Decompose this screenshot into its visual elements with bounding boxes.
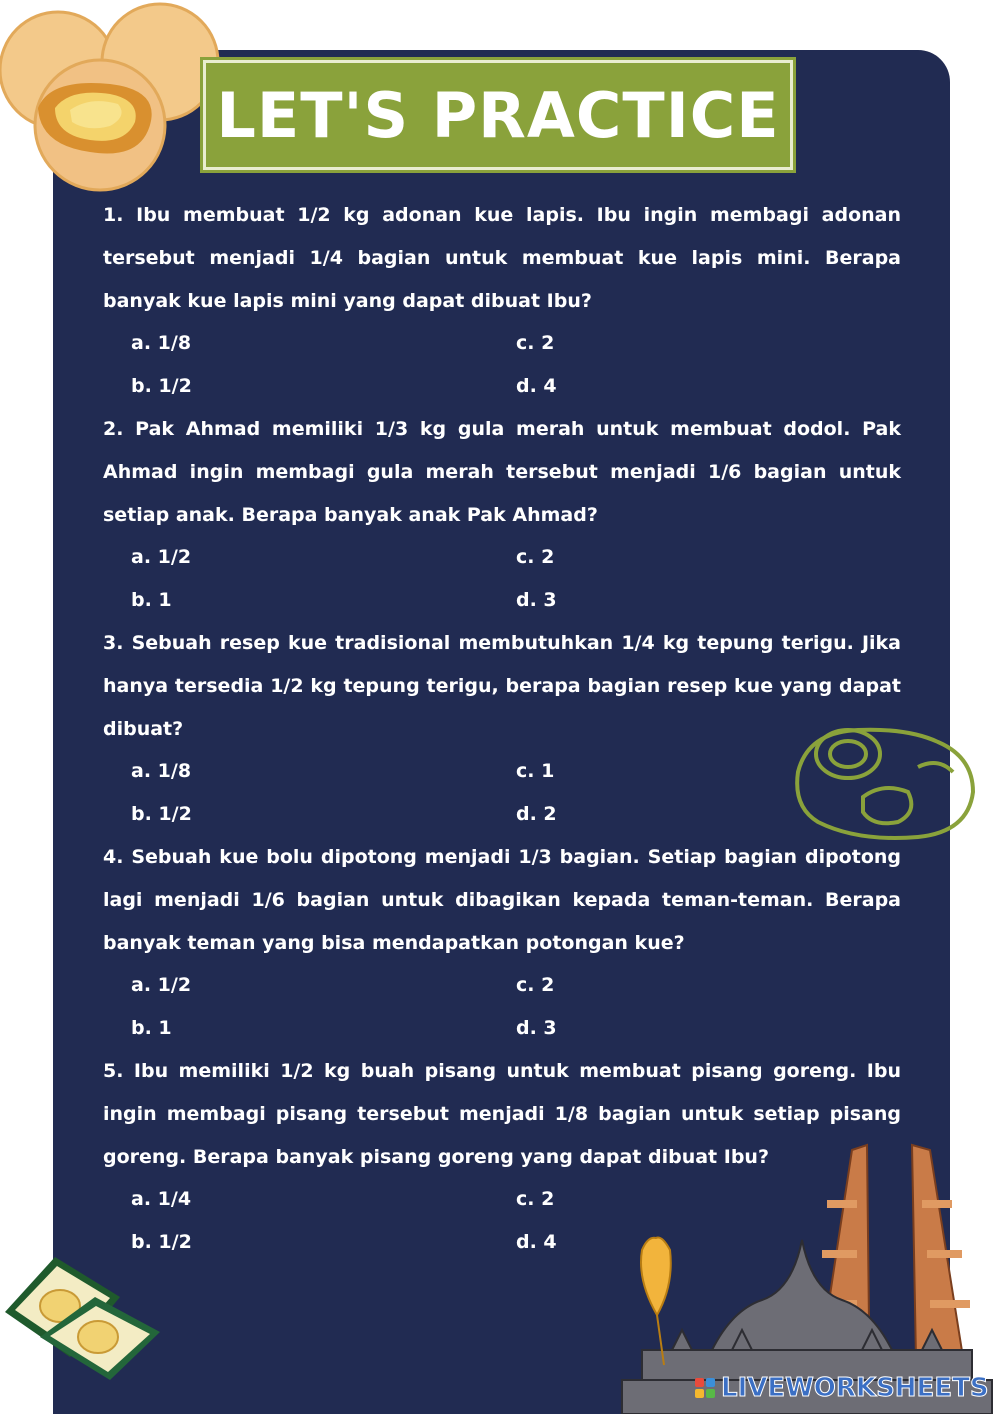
options-grid	[103, 750, 901, 836]
questions-list	[103, 194, 901, 1264]
option-d: d. 3	[516, 589, 557, 612]
page-title: LET'S PRACTICE	[216, 78, 780, 152]
watermark-text: LIVEWORKSHEETS	[721, 1373, 989, 1403]
option-b: b. 1/2	[131, 375, 192, 398]
nagasari-illustration	[0, 1252, 170, 1382]
question-text: 2. Pak Ahmad memiliki 1/3 kg gula merah untuk membuat dodol. Pak Ahmad ingin membagi gula merah tersebut menjadi 1/6 bagian untuk setiap anak. Berapa banyak anak Pak Ahmad?	[103, 417, 901, 526]
question-text: 1. Ibu membuat 1/2 kg adonan kue lapis. Ibu ingin membagi adonan tersebut menjadi 1/4 bagian untuk membuat kue lapis mini. Berapa banyak kue lapis mini yang dapat dibuat Ibu?	[103, 204, 901, 312]
liveworksheets-logo-icon	[695, 1378, 715, 1398]
question-text: 5. Ibu memiliki 1/2 kg buah pisang untuk membuat pisang goreng. Ibu ingin membagi pisang tersebut menjadi 1/8 bagian untuk setiap pisang goreng. Berapa banyak pisang goreng yang dapat dibuat Ibu?	[103, 1059, 901, 1168]
question-block	[103, 836, 901, 1050]
title-banner	[203, 60, 793, 170]
options-grid	[103, 322, 901, 408]
option-a: a. 1/4	[131, 1188, 192, 1211]
option-c: c. 2	[516, 546, 555, 569]
option-a: a. 1/2	[131, 546, 192, 569]
option-b: b. 1	[131, 589, 172, 612]
question-block	[103, 194, 901, 408]
option-b: b. 1	[131, 1017, 172, 1040]
option-d: d. 2	[516, 803, 557, 826]
option-a: a. 1/8	[131, 332, 192, 355]
option-b: b. 1/2	[131, 1231, 192, 1254]
liveworksheets-watermark	[695, 1373, 989, 1403]
option-d: d. 4	[516, 1231, 557, 1254]
option-c: c. 2	[516, 1188, 555, 1211]
option-c: c. 2	[516, 332, 555, 355]
option-a: a. 1/2	[131, 974, 192, 997]
question-text: 4. Sebuah kue bolu dipotong menjadi 1/3 bagian. Setiap bagian dipotong lagi menjadi 1/6 bagian untuk dibagikan kepada teman-teman. Berapa banyak teman yang bisa mendapatkan potongan kue?	[103, 845, 901, 954]
question-block	[103, 622, 901, 836]
option-c: c. 2	[516, 974, 555, 997]
option-b: b. 1/2	[131, 803, 192, 826]
option-a: a. 1/8	[131, 760, 192, 783]
option-c: c. 1	[516, 760, 555, 783]
options-grid	[103, 536, 901, 622]
question-text: 3. Sebuah resep kue tradisional membutuhkan 1/4 kg tepung terigu. Jika hanya tersedia 1/2 kg tepung terigu, berapa bagian resep kue yang dapat dibuat?	[103, 631, 901, 740]
question-block	[103, 408, 901, 622]
onde-onde-illustration	[0, 0, 225, 195]
options-grid	[103, 964, 901, 1050]
option-d: d. 4	[516, 375, 557, 398]
option-d: d. 3	[516, 1017, 557, 1040]
